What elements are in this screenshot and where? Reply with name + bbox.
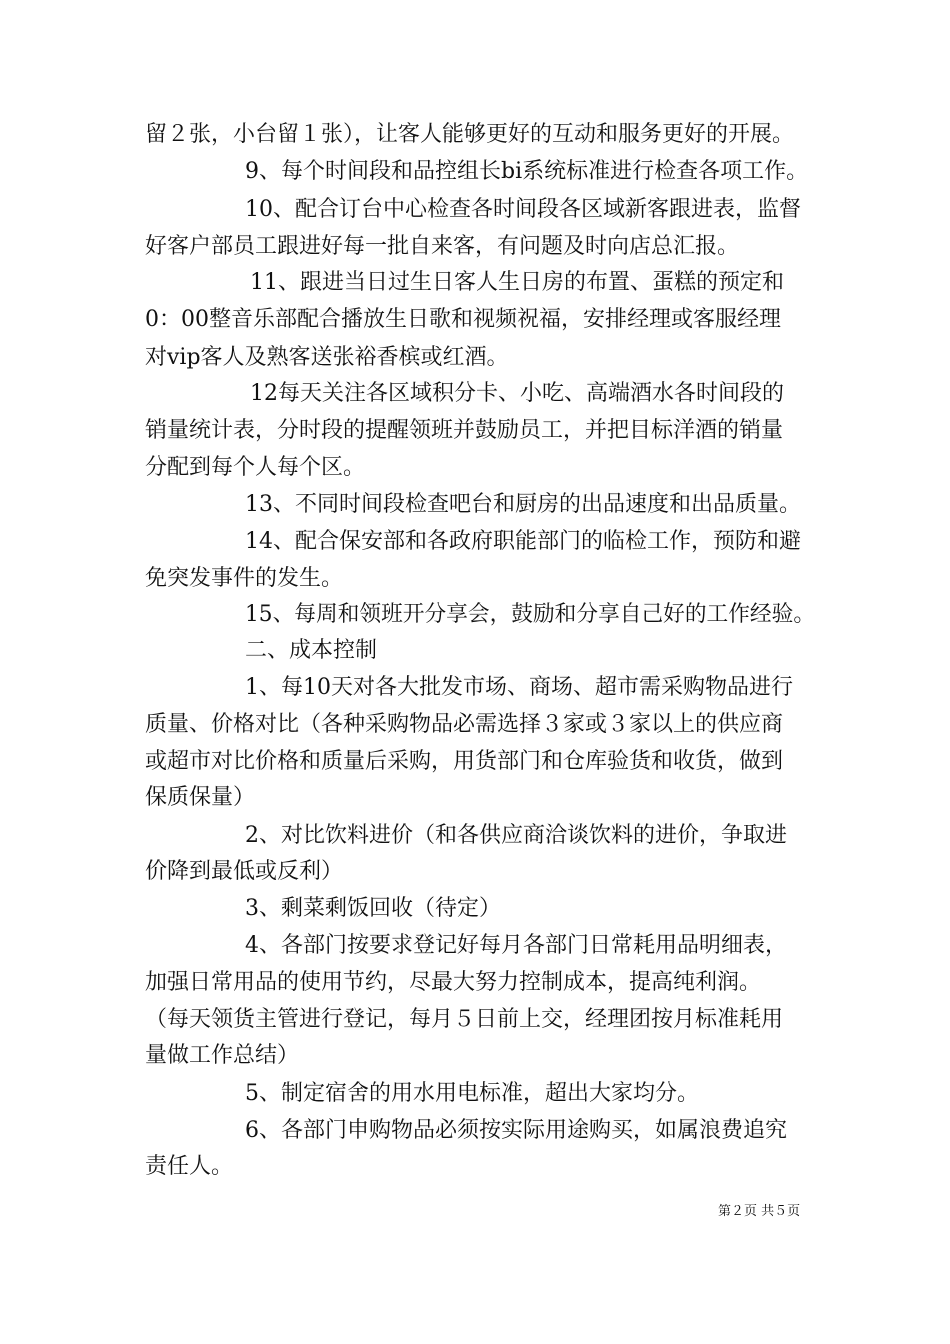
text-line-27: 5、制定宿舍的用水用电标准，超出大家均分。 [245,1081,699,1106]
text-line-16: 1、每10天对各大批发市场、商场、超市需采购物品进行 [245,675,793,700]
text-line-26: 量做工作总结） [145,1043,300,1068]
text-line-23: 4、各部门按要求登记好每月各部门日常耗用品明细表， [245,933,787,958]
text-line-9: 销量统计表，分时段的提醒领班并鼓励员工，并把目标洋酒的销量 [145,418,784,443]
text-line-19: 保质保量） [145,785,256,810]
text-line-18: 或超市对比价格和质量后采购，用货部门和仓库验货和收货，做到 [145,749,784,774]
text-line-24: 加强日常用品的使用节约，尽最大努力控制成本，提高纯利润。 [145,970,762,995]
text-line-14: 15、每周和领班开分享会，鼓励和分享自己好的工作经验。 [245,602,816,627]
text-line-2: 9、每个时间段和品控组长bi系统标准进行检查各项工作。 [245,159,809,184]
text-line-5: 11、跟进当日过生日客人生日房的布置、蛋糕的预定和 [250,270,784,295]
text-line-11: 13、不同时间段检查吧台和厨房的出品速度和出品质量。 [245,492,801,517]
text-line-8: 12每天关注各区域积分卡、小吃、高端酒水各时间段的 [250,381,784,406]
text-line-6: 0：00整音乐部配合播放生日歌和视频祝福，安排经理或客服经理 [145,307,781,332]
text-line-12: 14、配合保安部和各政府职能部门的临检工作，预防和避 [245,529,801,554]
text-line-4: 好客户部员工跟进好每一批自来客，有问题及时向店总汇报。 [145,234,740,259]
text-line-28: 6、各部门申购物品必须按实际用途购买，如属浪费追究 [245,1118,787,1143]
text-line-17: 质量、价格对比（各种采购物品必需选择３家或３家以上的供应商 [145,712,784,737]
text-line-21: 价降到最低或反利） [145,859,344,884]
text-line-1: 留２张，小台留１张），让客人能够更好的互动和服务更好的开展。 [145,122,795,147]
text-line-29: 责任人。 [145,1154,234,1179]
text-line-25: （每天领货主管进行登记，每月５日前上交，经理团按月标准耗用 [145,1007,784,1032]
page-number-footer: 第２页 共５页 [718,1204,801,1219]
text-line-10: 分配到每个人每个区。 [145,455,366,480]
text-line-13: 免突发事件的发生。 [145,566,344,591]
section-heading: 二、成本控制 [245,638,378,663]
text-line-22: 3、剩菜剩饭回收（待定） [245,896,501,921]
text-line-20: 2、对比饮料进价（和各供应商洽谈饮料的进价，争取进 [245,823,787,848]
text-line-3: 10、配合订台中心检查各时间段各区域新客跟进表，监督 [245,197,801,222]
text-line-7: 对vip客人及熟客送张裕香槟或红酒。 [145,345,509,370]
